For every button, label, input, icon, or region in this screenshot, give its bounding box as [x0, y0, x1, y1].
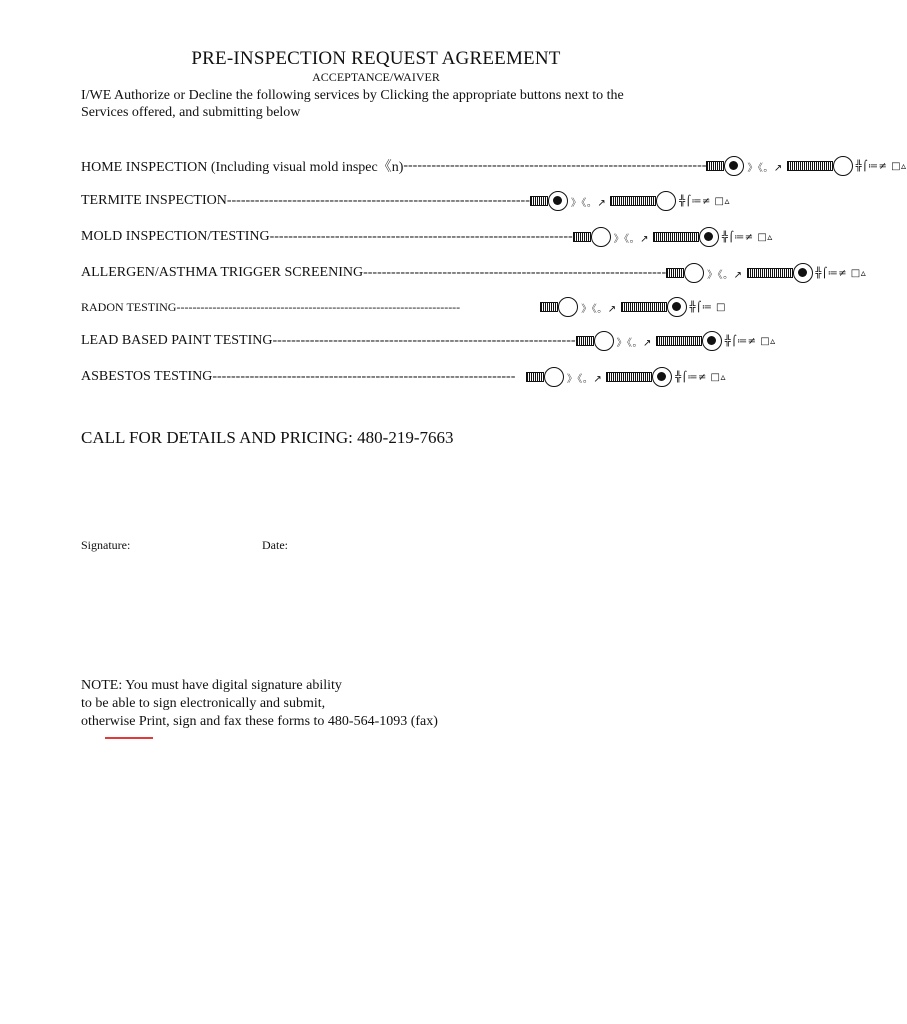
accept-glyph-label: 》《。↗	[566, 373, 603, 385]
hatch-pattern	[656, 336, 702, 346]
choice-group	[576, 331, 776, 351]
document-title: PRE-INSPECTION REQUEST AGREEMENT	[191, 48, 561, 69]
accept-glyph-label: 》《。↗	[581, 303, 617, 315]
service-row	[81, 260, 867, 286]
choice-group	[573, 227, 773, 247]
service-label: RADON TESTING	[81, 299, 177, 314]
accept-radio-button[interactable]	[594, 331, 614, 351]
decline-radio-button[interactable]	[702, 331, 722, 351]
leader-dashes: -----------------------------------------------------------------	[363, 265, 667, 280]
leader-dashes: -----------------------------------------------------------------	[403, 158, 707, 173]
service-row	[81, 188, 731, 214]
note-line-2: to be able to sign electronically and submit,	[81, 696, 326, 711]
hatch-pattern	[606, 372, 652, 382]
service-row	[81, 328, 776, 354]
note-line-1: NOTE: You must have digital signature ability	[81, 678, 342, 693]
hatch-pattern	[666, 268, 684, 278]
hatch-pattern	[540, 302, 558, 312]
accept-radio-button[interactable]	[544, 367, 564, 387]
date-label: Date:	[262, 538, 288, 552]
leader-dashes: -----------------------------------------------------------------	[272, 333, 576, 348]
service-row	[81, 364, 726, 390]
accept-radio-button[interactable]	[548, 191, 568, 211]
hatch-pattern	[747, 268, 793, 278]
service-label: HOME INSPECTION (Including visual mold inspec《n)	[81, 160, 404, 175]
intro-line-2: Services offered, and submitting below	[81, 105, 301, 120]
hatch-pattern	[621, 302, 667, 312]
accept-radio-button[interactable]	[591, 227, 611, 247]
accept-glyph-label: 》《。↗	[613, 233, 650, 245]
decline-glyph-label: ╬⌠≔ □	[689, 301, 726, 313]
hatch-pattern	[530, 196, 548, 206]
decline-glyph-label: ╬⌠≔≠ □▵	[722, 231, 773, 243]
decline-radio-button[interactable]	[656, 191, 676, 211]
decline-radio-button[interactable]	[699, 227, 719, 247]
service-label: LEAD BASED PAINT TESTING	[81, 333, 273, 348]
hatch-pattern	[787, 161, 833, 171]
red-underline-mark	[105, 737, 153, 739]
decline-glyph-label: ╬⌠≔≠ □▵	[724, 335, 776, 347]
choice-group	[526, 367, 726, 387]
accept-radio-button[interactable]	[684, 263, 704, 283]
decline-radio-button[interactable]	[667, 297, 687, 317]
service-label: MOLD INSPECTION/TESTING	[81, 229, 270, 244]
document-subtitle: ACCEPTANCE/WAIVER	[312, 70, 440, 84]
hatch-pattern	[706, 161, 724, 171]
accept-glyph-label: 》《。↗	[707, 269, 743, 281]
decline-radio-button[interactable]	[833, 156, 853, 176]
accept-glyph-label: 》《。↗	[570, 197, 607, 209]
note-line-3: otherwise Print, sign and fax these forms to 480-564-1093 (fax)	[81, 714, 438, 729]
leader-dashes: -----------------------------------------------------------------	[212, 369, 516, 384]
hatch-pattern	[573, 232, 591, 242]
decline-glyph-label: ╬⌠≔≠ □▵	[675, 371, 726, 383]
choice-group	[540, 297, 726, 317]
choice-group	[706, 156, 906, 176]
service-label: ALLERGEN/ASTHMA TRIGGER SCREENING	[81, 265, 364, 280]
decline-radio-button[interactable]	[652, 367, 672, 387]
hatch-pattern	[526, 372, 544, 382]
accept-glyph-label: 》《。↗	[616, 337, 652, 349]
hatch-pattern	[576, 336, 594, 346]
accept-radio-button[interactable]	[558, 297, 578, 317]
service-label: TERMITE INSPECTION	[81, 193, 227, 208]
note-text	[81, 677, 681, 731]
intro-line-1: I/WE Authorize or Decline the following services by Clicking the appropriate buttons next to the	[81, 88, 624, 103]
decline-glyph-label: ╬⌠≔≠ □▵	[855, 160, 907, 172]
service-row	[81, 153, 907, 179]
decline-glyph-label: ╬⌠≔≠ □▵	[679, 195, 731, 207]
hatch-pattern	[653, 232, 699, 242]
signature-label: Signature:	[81, 538, 131, 552]
choice-group	[666, 263, 866, 283]
leader-dashes: -----------------------------------------------------------------------	[176, 299, 461, 314]
leader-dashes: -----------------------------------------------------------------	[226, 193, 530, 208]
accept-radio-button[interactable]	[724, 156, 744, 176]
pricing-callout: CALL FOR DETAILS AND PRICING: 480-219-7663	[81, 428, 454, 447]
hatch-pattern	[610, 196, 656, 206]
intro-text	[81, 87, 721, 121]
accept-glyph-label: 》《。↗	[747, 162, 783, 174]
service-row	[81, 224, 773, 250]
decline-glyph-label: ╬⌠≔≠ □▵	[815, 267, 867, 279]
service-row	[81, 294, 726, 320]
service-label: ASBESTOS TESTING	[81, 369, 213, 384]
choice-group	[530, 191, 730, 211]
leader-dashes: -----------------------------------------------------------------	[269, 229, 573, 244]
decline-radio-button[interactable]	[793, 263, 813, 283]
